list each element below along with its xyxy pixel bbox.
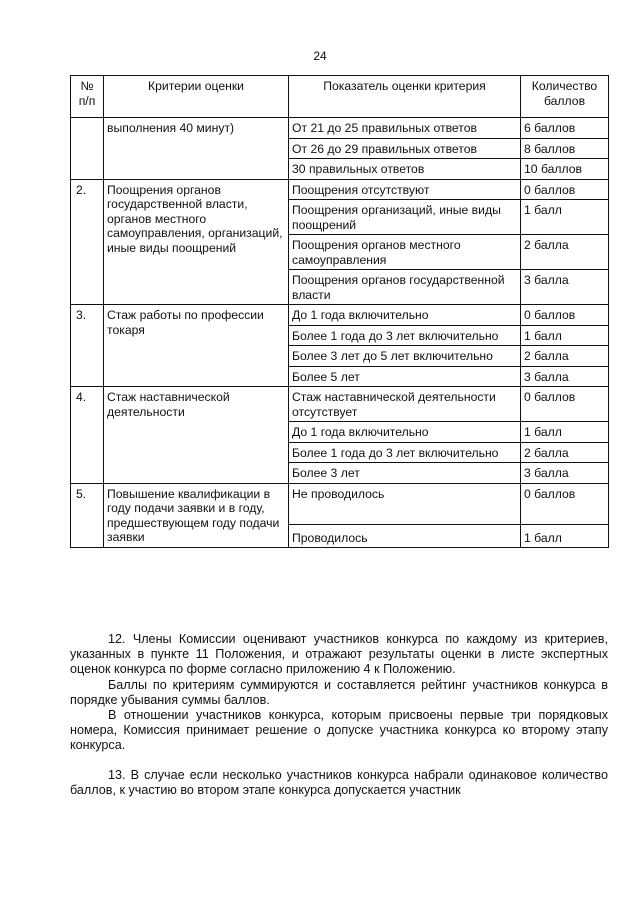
header-indicator: Показатель оценки критерия [289, 76, 521, 118]
row-number [71, 118, 104, 180]
indicator-cell: Более 1 года до 3 лет включительно [289, 442, 521, 463]
indicator-cell: Поощрения организаций, иные виды поощрений [289, 200, 521, 235]
criterion-cell: выполнения 40 минут) [104, 118, 289, 180]
indicator-cell: Более 3 лет [289, 463, 521, 484]
points-cell: 6 баллов [521, 118, 609, 139]
body-text [70, 632, 608, 798]
criterion-cell: Повышение квалификации в году подачи заявки и в году, предшествующем году подачи заявки [104, 483, 289, 548]
header-number: № п/п [71, 76, 104, 118]
row-number: 2. [71, 179, 104, 305]
indicator-cell: До 1 года включительно [289, 305, 521, 326]
points-cell: 3 балла [521, 463, 609, 484]
table-row [71, 305, 609, 326]
indicator-cell: Поощрения органов местного самоуправления [289, 235, 521, 270]
row-number: 4. [71, 387, 104, 484]
table-row [71, 387, 609, 422]
points-cell: 1 балл [521, 200, 609, 235]
indicator-cell: Более 3 лет до 5 лет включительно [289, 346, 521, 367]
criterion-cell: Стаж работы по профессии токаря [104, 305, 289, 387]
header-points: Количество баллов [521, 76, 609, 118]
table-row [71, 483, 609, 524]
indicator-cell: Поощрения отсутствуют [289, 179, 521, 200]
table-row [71, 179, 609, 200]
paragraph-scores: Баллы по критериям суммируются и составляется рейтинг участников конкурса в порядке убывания суммы баллов. [70, 677, 608, 707]
points-cell: 2 балла [521, 346, 609, 367]
criterion-cell: Стаж наставнической деятельности [104, 387, 289, 484]
points-cell: 1 балл [521, 524, 609, 548]
criteria-table [70, 75, 609, 548]
points-cell: 2 балла [521, 235, 609, 270]
page-number: 24 [313, 49, 327, 63]
row-number: 5. [71, 483, 104, 548]
indicator-cell: 30 правильных ответов [289, 159, 521, 180]
row-number: 3. [71, 305, 104, 387]
points-cell: 3 балла [521, 366, 609, 387]
criterion-cell: Поощрения органов государственной власти, органов местного самоуправления, организаций, иные виды поощрений [104, 179, 289, 305]
indicator-cell: От 21 до 25 правильных ответов [289, 118, 521, 139]
indicator-cell: Более 1 года до 3 лет включительно [289, 325, 521, 346]
paragraph-12: 12. Члены Комиссии оценивают участников конкурса по каждому из критериев, указанных в пункте 11 Положения, и отражают результаты оценки в листе экспертных оценок конкурса по форме согласно приложению 4 к Положению. [70, 632, 608, 677]
indicator-cell: Более 5 лет [289, 366, 521, 387]
paragraph-13: 13. В случае если несколько участников конкурса набрали одинаковое количество баллов, к участию во втором этапе конкурса допускается участник [70, 767, 608, 797]
paragraph-top-three: В отношении участников конкурса, которым присвоены первые три порядковых номера, Комиссия принимает решение о допуске участника конкурса ко второму этапу конкурса. [70, 708, 608, 753]
points-cell: 0 баллов [521, 305, 609, 326]
points-cell: 8 баллов [521, 138, 609, 159]
header-criterion: Критерии оценки [104, 76, 289, 118]
indicator-cell: От 26 до 29 правильных ответов [289, 138, 521, 159]
table-row [71, 118, 609, 139]
points-cell: 0 баллов [521, 483, 609, 524]
indicator-cell: Поощрения органов государственной власти [289, 270, 521, 305]
points-cell: 3 балла [521, 270, 609, 305]
points-cell: 10 баллов [521, 159, 609, 180]
indicator-cell: До 1 года включительно [289, 422, 521, 443]
indicator-cell: Проводилось [289, 524, 521, 548]
table-header-row [71, 76, 609, 118]
points-cell: 1 балл [521, 422, 609, 443]
points-cell: 0 баллов [521, 387, 609, 422]
indicator-cell: Стаж наставнической деятельности отсутствует [289, 387, 521, 422]
indicator-cell: Не проводилось [289, 483, 521, 524]
points-cell: 0 баллов [521, 179, 609, 200]
points-cell: 1 балл [521, 325, 609, 346]
points-cell: 2 балла [521, 442, 609, 463]
